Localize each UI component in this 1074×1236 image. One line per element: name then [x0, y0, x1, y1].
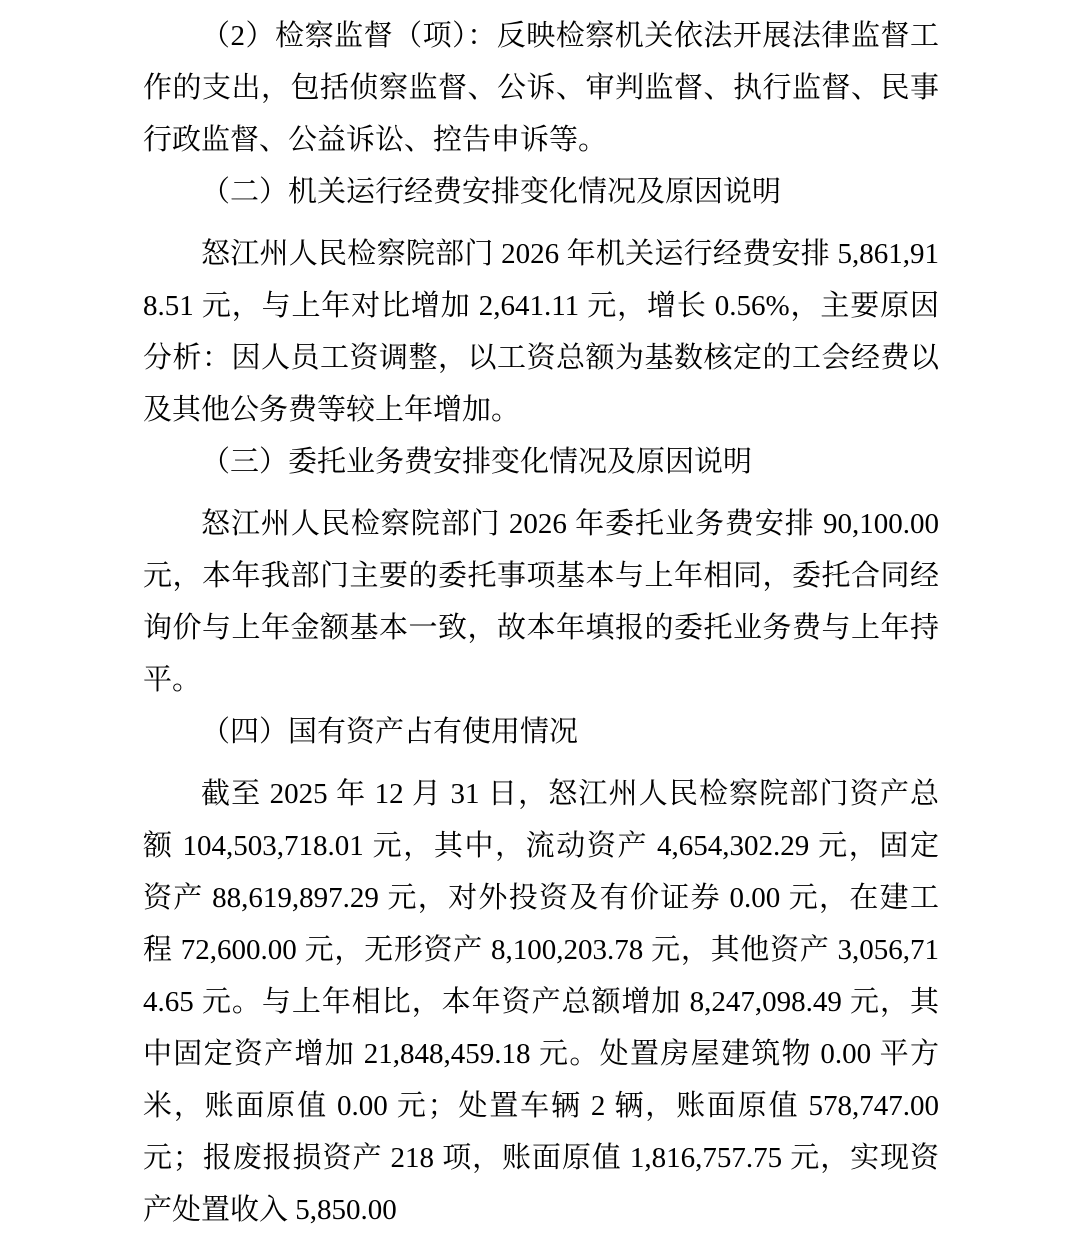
body-paragraph-entrusted-fees-detail: 怒江州人民检察院部门 2026 年委托业务费安排 90,100.00 元，本年我部门主要的委托事项基本与上年相同，委托合同经询价与上年金额基本一致，故本年填报的委托业务费与上年持平。	[143, 508, 939, 696]
section-heading-state-owned-assets: （四）国有资产占有使用情况	[201, 716, 579, 748]
document-page	[143, 10, 939, 1236]
body-paragraph-assets-detail: 截至 2025 年 12 月 31 日，怒江州人民检察院部门资产总额 104,503,718.01 元，其中，流动资产 4,654,302.29 元，固定资产 88,619,897.29 元，对外投资及有价证券 0.00 元，在建工程 72,600.00 元，无形资产 8,100,203.78 元，其他资产 3,056,714.65 元。与上年相比，本年资产总额增加 8,247,098.49 元，其中固定资产增加 21,848,459.18 元。处置房屋建筑物 0.00 平方米，账面原值 0.00 元；处置车辆 2 辆，账面原值 578,747.00 元；报废报损资产 218 项，账面原值 1,816,757.75 元，实现资产处置收入 5,850.00	[143, 778, 939, 1226]
section-heading-agency-operating-funds: （二）机关运行经费安排变化情况及原因说明	[201, 176, 782, 208]
body-paragraph-operating-funds-detail: 怒江州人民检察院部门 2026 年机关运行经费安排 5,861,918.51 元，与上年对比增加 2,641.11 元，增长 0.56%，主要原因分析：因人员工资调整，以工资总额为基数核定的工会经费以及其他公务费等较上年增加。	[143, 238, 939, 426]
section-heading-entrusted-business-fees: （三）委托业务费安排变化情况及原因说明	[201, 446, 753, 478]
body-paragraph-procuratorial-supervision: （2）检察监督（项）：反映检察机关依法开展法律监督工作的支出，包括侦察监督、公诉、审判监督、执行监督、民事行政监督、公益诉讼、控告申诉等。	[143, 20, 939, 156]
